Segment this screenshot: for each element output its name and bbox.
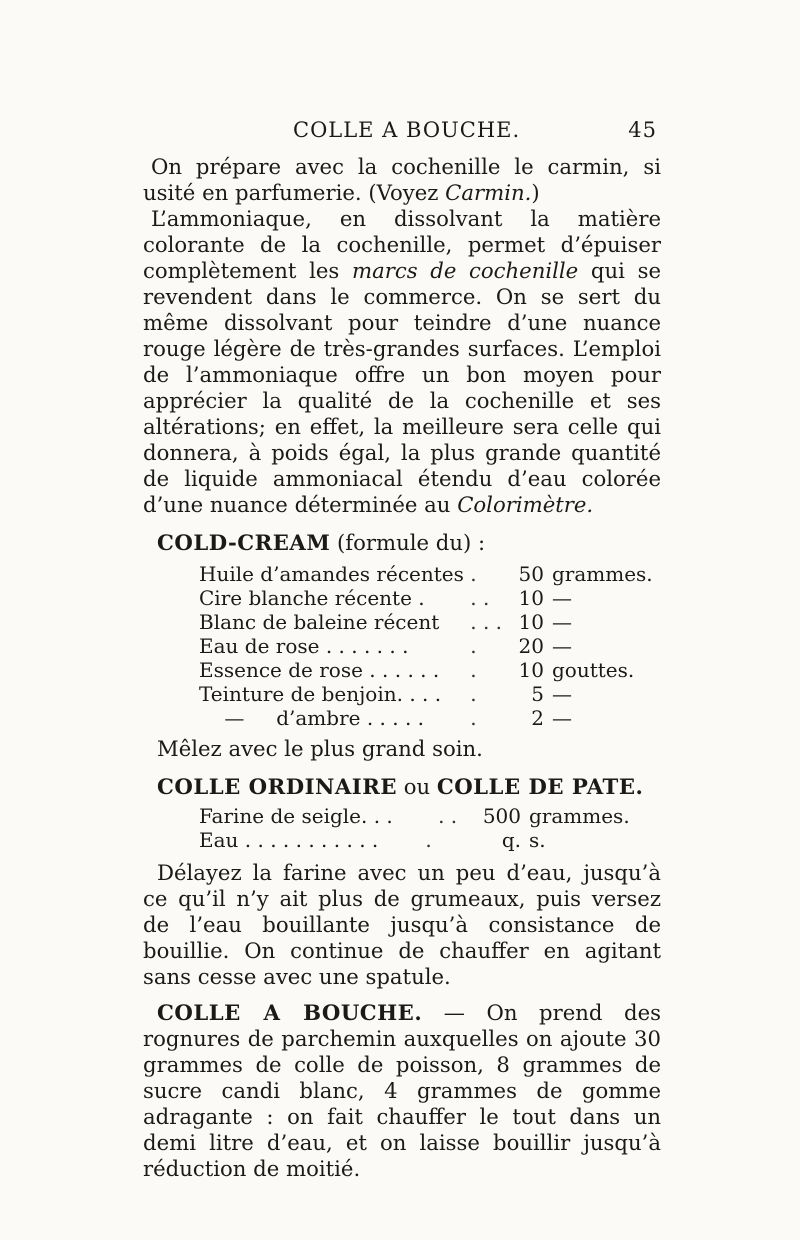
unit: grammes. (551, 562, 653, 586)
recipe-row (199, 562, 661, 586)
unit: — (551, 610, 572, 634)
recipe-row (199, 634, 661, 658)
unit: gouttes. (551, 658, 635, 682)
leader-dots: . (463, 658, 477, 682)
section-heading: COLLE DE PATE. (436, 774, 644, 799)
recipe-row (199, 682, 661, 706)
paragraph-carmin (143, 154, 661, 206)
quantity: 10 (518, 658, 544, 682)
leader-dots: . (463, 706, 477, 730)
quantity: 500 (482, 804, 521, 828)
paragraph-text: ) (531, 180, 540, 205)
unit: — (551, 682, 572, 706)
ingredient-name: Eau de rose . . . . . . . (199, 634, 409, 658)
leader-dots: . (463, 562, 477, 586)
leader-dots: . (463, 634, 477, 658)
section-heading: COLD-CREAM (157, 530, 331, 555)
recipe-row (199, 658, 661, 682)
colle-ordinaire-heading (143, 774, 661, 800)
ingredient-name: Farine de seigle. . . (199, 804, 393, 828)
unit: — (551, 706, 572, 730)
paragraph-ammoniaque (143, 206, 661, 518)
heading-rest: (formule du) : (330, 530, 486, 555)
paragraph-delayez (143, 860, 661, 990)
ingredient-name: Blanc de baleine récent (199, 610, 440, 634)
note-text: Mêlez avec le plus grand soin. (157, 736, 483, 761)
italic-ref: Colorimètre. (457, 492, 594, 517)
quantity: q. (501, 828, 521, 852)
recipe-row (199, 706, 661, 730)
quantity: 5 (531, 682, 544, 706)
unit: — (551, 586, 572, 610)
cold-cream-recipe (199, 562, 661, 730)
italic-ref: Carmin. (445, 180, 532, 205)
paragraph-text: Délayez la farine avec un peu d’eau, jusqu’à ce qu’il n’y ait plus de grumeaux, puis versez de l’eau bouillante jusqu’à consistance de bouillie. On continue de chauffer en agitant sans cesse avec une spatule. (143, 860, 661, 989)
quantity: 50 (518, 562, 544, 586)
section-heading: COLLE ORDINAIRE (157, 774, 397, 799)
cold-cream-heading (143, 530, 661, 556)
recipe-row (199, 586, 661, 610)
recipe-row (199, 828, 649, 852)
leader-dots: . . . (463, 610, 503, 634)
quantity: 2 (531, 706, 544, 730)
recipe-row (199, 804, 649, 828)
leader-dots: . . (419, 804, 458, 828)
ingredient-name: Essence de rose . . . . . . (199, 658, 440, 682)
colle-ordinaire-recipe (199, 804, 649, 852)
ingredient-name: Huile d’amandes récentes (199, 562, 464, 586)
paragraph-colle-bouche (143, 1000, 661, 1182)
ingredient-name: Eau . . . . . . . . . . . (199, 828, 379, 852)
heading-connector: ou (396, 774, 437, 799)
ingredient-name: Cire blanche récente . (199, 586, 425, 610)
quantity: 20 (518, 634, 544, 658)
section-heading: COLLE A BOUCHE. (157, 1000, 423, 1025)
page-number: 45 (628, 118, 657, 142)
book-page (143, 118, 661, 1182)
paragraph-text: qui se revendent dans le commerce. On se sert du même dissolvant pour teindre d’une nuance rouge légère de très-grandes surfaces. L’emploi de l’ammoniaque offre un bon moyen pour apprécier la qualité de la cochenille et ses altérations; en effet, la meilleure sera celle qui donnera, à poids égal, la plus grande quantité de liquide ammoniacal étendu d’eau colorée d’une nuance déterminée au (143, 258, 661, 517)
page-title: COLLE A BOUCHE. (293, 118, 521, 142)
ingredient-name: — d’ambre . . . . . (199, 706, 425, 730)
leader-dots: . . (463, 586, 490, 610)
italic-term: marcs de cochenille (351, 258, 579, 283)
leader-dots: . (463, 682, 477, 706)
paragraph-text: — On prend des rognures de parchemin auxquelles on ajoute 30 grammes de colle de poisson, 8 grammes de sucre candi blanc, 4 grammes de gomme adragante : on fait chauffer le tout dans un demi litre d’eau, et on laisse bouillir jusqu’à réduction de moitié. (143, 1000, 661, 1181)
quantity: 10 (518, 610, 544, 634)
unit: s. (529, 828, 546, 852)
quantity: 10 (518, 586, 544, 610)
cold-cream-note (143, 736, 661, 762)
recipe-row (199, 610, 661, 634)
unit: — (551, 634, 572, 658)
leader-dots: . (419, 828, 432, 852)
unit: grammes. (529, 804, 630, 828)
running-header (143, 118, 661, 154)
paragraph-text: L’ammoniaque, en dissolvant la matière colorante de la cochenille, permet d’épuiser complètement les (143, 206, 661, 283)
paragraph-text: On prépare avec la cochenille le carmin, si usité en parfumerie. (Voyez (143, 154, 661, 205)
ingredient-name: Teinture de benjoin. . . . (199, 682, 442, 706)
